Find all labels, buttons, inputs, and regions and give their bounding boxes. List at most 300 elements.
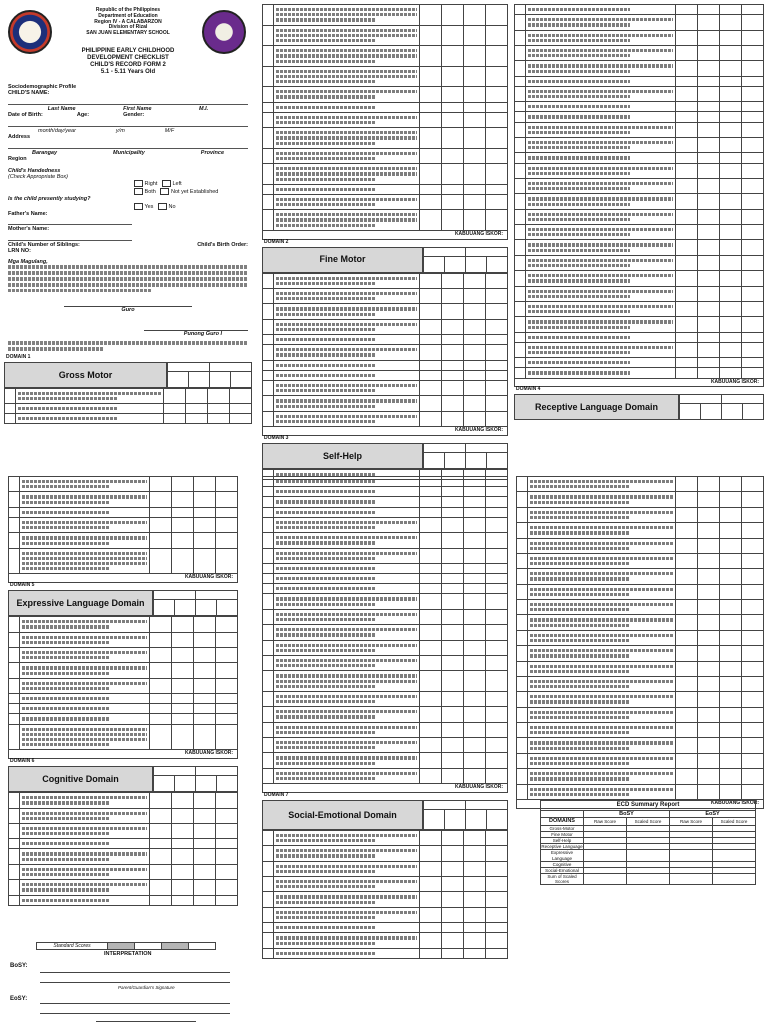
evaluation-cell[interactable] — [442, 497, 464, 507]
evaluation-cell[interactable] — [216, 678, 238, 693]
evaluation-cell[interactable] — [172, 849, 194, 864]
evaluation-cell[interactable] — [172, 704, 194, 714]
evaluation-cell[interactable] — [720, 122, 742, 137]
evaluation-cell[interactable] — [698, 477, 720, 492]
summary-score-cell[interactable] — [713, 874, 756, 885]
left-checkbox[interactable] — [162, 180, 171, 187]
evaluation-cell[interactable] — [150, 839, 172, 849]
evaluation-cell[interactable] — [720, 368, 742, 378]
evaluation-cell[interactable] — [486, 210, 508, 231]
evaluation-cell[interactable] — [464, 396, 486, 411]
evaluation-cell[interactable] — [676, 138, 698, 153]
evaluation-cell[interactable] — [486, 625, 508, 640]
evaluation-cell[interactable] — [442, 25, 464, 46]
evaluation-cell[interactable] — [420, 112, 442, 127]
evaluation-cell[interactable] — [442, 691, 464, 706]
evaluation-cell[interactable] — [486, 533, 508, 548]
evaluation-cell[interactable] — [420, 594, 442, 609]
evaluation-cell[interactable] — [194, 694, 216, 704]
evaluation-cell[interactable] — [420, 381, 442, 396]
evaluation-cell[interactable] — [464, 609, 486, 624]
evaluation-cell[interactable] — [698, 692, 720, 707]
evaluation-cell[interactable] — [172, 880, 194, 895]
evaluation-cell[interactable] — [442, 411, 464, 426]
evaluation-cell[interactable] — [442, 66, 464, 87]
evaluation-cell[interactable] — [698, 86, 720, 101]
evaluation-cell[interactable] — [698, 194, 720, 209]
evaluation-cell[interactable] — [464, 548, 486, 563]
evaluation-cell[interactable] — [720, 86, 742, 101]
evaluation-cell[interactable] — [742, 286, 764, 301]
evaluation-cell[interactable] — [420, 345, 442, 360]
evaluation-cell[interactable] — [698, 492, 720, 507]
evaluation-cell[interactable] — [676, 707, 698, 722]
evaluation-cell[interactable] — [194, 808, 216, 823]
evaluation-cell[interactable] — [742, 553, 764, 568]
evaluation-cell[interactable] — [486, 184, 508, 194]
evaluation-cell[interactable] — [420, 691, 442, 706]
evaluation-cell[interactable] — [742, 692, 764, 707]
evaluation-cell[interactable] — [698, 5, 720, 15]
evaluation-cell[interactable] — [216, 507, 238, 517]
evaluation-cell[interactable] — [464, 671, 486, 692]
evaluation-cell[interactable] — [720, 163, 742, 178]
evaluation-cell[interactable] — [698, 301, 720, 316]
evaluation-cell[interactable] — [698, 569, 720, 584]
evaluation-cell[interactable] — [464, 87, 486, 102]
evaluation-cell[interactable] — [742, 615, 764, 630]
evaluation-cell[interactable] — [486, 655, 508, 670]
evaluation-cell[interactable] — [194, 632, 216, 647]
evaluation-cell[interactable] — [676, 368, 698, 378]
evaluation-cell[interactable] — [676, 477, 698, 492]
evaluation-cell[interactable] — [742, 225, 764, 240]
evaluation-cell[interactable] — [442, 396, 464, 411]
evaluation-cell[interactable] — [150, 724, 172, 750]
evaluation-cell[interactable] — [486, 102, 508, 112]
evaluation-cell[interactable] — [698, 600, 720, 615]
evaluation-cell[interactable] — [420, 640, 442, 655]
evaluation-cell[interactable] — [676, 523, 698, 538]
evaluation-cell[interactable] — [442, 707, 464, 722]
evaluation-cell[interactable] — [420, 210, 442, 231]
evaluation-cell[interactable] — [442, 594, 464, 609]
summary-score-cell[interactable] — [584, 850, 627, 861]
evaluation-cell[interactable] — [720, 784, 742, 799]
evaluation-cell[interactable] — [150, 793, 172, 808]
evaluation-cell[interactable] — [420, 46, 442, 67]
evaluation-cell[interactable] — [698, 271, 720, 286]
evaluation-cell[interactable] — [676, 630, 698, 645]
evaluation-cell[interactable] — [742, 30, 764, 45]
evaluation-cell[interactable] — [698, 769, 720, 784]
evaluation-cell[interactable] — [420, 487, 442, 497]
evaluation-cell[interactable] — [150, 704, 172, 714]
evaluation-cell[interactable] — [486, 112, 508, 127]
evaluation-cell[interactable] — [486, 273, 508, 288]
evaluation-cell[interactable] — [150, 808, 172, 823]
evaluation-cell[interactable] — [486, 517, 508, 532]
evaluation-cell[interactable] — [442, 210, 464, 231]
evaluation-cell[interactable] — [676, 255, 698, 270]
evaluation-cell[interactable] — [216, 724, 238, 750]
evaluation-cell[interactable] — [720, 15, 742, 30]
evaluation-cell[interactable] — [442, 112, 464, 127]
evaluation-cell[interactable] — [420, 102, 442, 112]
evaluation-cell[interactable] — [464, 655, 486, 670]
evaluation-cell[interactable] — [676, 45, 698, 60]
evaluation-cell[interactable] — [420, 722, 442, 737]
evaluation-cell[interactable] — [742, 317, 764, 332]
evaluation-cell[interactable] — [742, 753, 764, 768]
evaluation-cell[interactable] — [720, 769, 742, 784]
evaluation-cell[interactable] — [420, 128, 442, 149]
evaluation-cell[interactable] — [464, 345, 486, 360]
evaluation-cell[interactable] — [698, 538, 720, 553]
evaluation-cell[interactable] — [698, 358, 720, 368]
evaluation-cell[interactable] — [720, 286, 742, 301]
evaluation-cell[interactable] — [420, 830, 442, 845]
evaluation-cell[interactable] — [464, 164, 486, 185]
evaluation-cell[interactable] — [720, 30, 742, 45]
evaluation-cell[interactable] — [464, 707, 486, 722]
evaluation-cell[interactable] — [172, 663, 194, 678]
evaluation-cell[interactable] — [720, 600, 742, 615]
evaluation-cell[interactable] — [676, 5, 698, 15]
evaluation-cell[interactable] — [216, 632, 238, 647]
evaluation-cell[interactable] — [720, 61, 742, 76]
evaluation-cell[interactable] — [720, 492, 742, 507]
summary-score-cell[interactable] — [584, 874, 627, 885]
evaluation-cell[interactable] — [486, 861, 508, 876]
evaluation-cell[interactable] — [698, 738, 720, 753]
evaluation-cell[interactable] — [194, 880, 216, 895]
evaluation-cell[interactable] — [698, 676, 720, 691]
evaluation-cell[interactable] — [676, 332, 698, 342]
evaluation-cell[interactable] — [464, 335, 486, 345]
evaluation-cell[interactable] — [742, 255, 764, 270]
evaluation-cell[interactable] — [442, 148, 464, 163]
evaluation-cell[interactable] — [420, 625, 442, 640]
evaluation-cell[interactable] — [442, 5, 464, 26]
evaluation-cell[interactable] — [486, 345, 508, 360]
evaluation-cell[interactable] — [420, 477, 442, 487]
evaluation-cell[interactable] — [676, 317, 698, 332]
address-field[interactable] — [8, 141, 248, 149]
evaluation-cell[interactable] — [150, 477, 172, 492]
evaluation-cell[interactable] — [742, 194, 764, 209]
evaluation-cell[interactable] — [216, 849, 238, 864]
evaluation-cell[interactable] — [442, 892, 464, 907]
evaluation-cell[interactable] — [194, 895, 216, 905]
evaluation-cell[interactable] — [420, 517, 442, 532]
evaluation-cell[interactable] — [698, 342, 720, 357]
evaluation-cell[interactable] — [486, 411, 508, 426]
evaluation-cell[interactable] — [420, 497, 442, 507]
evaluation-cell[interactable] — [676, 753, 698, 768]
evaluation-cell[interactable] — [420, 655, 442, 670]
evaluation-cell[interactable] — [742, 630, 764, 645]
evaluation-cell[interactable] — [698, 153, 720, 163]
evaluation-cell[interactable] — [742, 738, 764, 753]
evaluation-cell[interactable] — [486, 487, 508, 497]
evaluation-cell[interactable] — [420, 411, 442, 426]
evaluation-cell[interactable] — [676, 15, 698, 30]
evaluation-cell[interactable] — [442, 655, 464, 670]
evaluation-cell[interactable] — [172, 793, 194, 808]
evaluation-cell[interactable] — [720, 507, 742, 522]
evaluation-cell[interactable] — [464, 210, 486, 231]
evaluation-cell[interactable] — [720, 255, 742, 270]
evaluation-cell[interactable] — [698, 30, 720, 45]
evaluation-cell[interactable] — [420, 396, 442, 411]
evaluation-cell[interactable] — [442, 360, 464, 370]
evaluation-cell[interactable] — [150, 849, 172, 864]
evaluation-cell[interactable] — [420, 707, 442, 722]
evaluation-cell[interactable] — [216, 548, 238, 574]
evaluation-cell[interactable] — [698, 163, 720, 178]
evaluation-cell[interactable] — [420, 574, 442, 584]
evaluation-cell[interactable] — [420, 753, 442, 768]
evaluation-cell[interactable] — [676, 342, 698, 357]
evaluation-cell[interactable] — [720, 45, 742, 60]
evaluation-cell[interactable] — [420, 87, 442, 102]
evaluation-cell[interactable] — [216, 617, 238, 632]
evaluation-cell[interactable] — [172, 617, 194, 632]
evaluation-cell[interactable] — [464, 487, 486, 497]
evaluation-cell[interactable] — [442, 830, 464, 845]
evaluation-cell[interactable] — [464, 148, 486, 163]
evaluation-cell[interactable] — [464, 738, 486, 753]
evaluation-cell[interactable] — [676, 163, 698, 178]
evaluation-cell[interactable] — [486, 691, 508, 706]
evaluation-cell[interactable] — [420, 846, 442, 861]
evaluation-cell[interactable] — [720, 738, 742, 753]
evaluation-cell[interactable] — [698, 661, 720, 676]
evaluation-cell[interactable] — [464, 46, 486, 67]
evaluation-cell[interactable] — [742, 368, 764, 378]
evaluation-cell[interactable] — [194, 477, 216, 492]
evaluation-cell[interactable] — [486, 707, 508, 722]
evaluation-cell[interactable] — [194, 548, 216, 574]
evaluation-cell[interactable] — [420, 533, 442, 548]
evaluation-cell[interactable] — [698, 753, 720, 768]
evaluation-cell[interactable] — [150, 663, 172, 678]
evaluation-cell[interactable] — [742, 15, 764, 30]
evaluation-cell[interactable] — [194, 714, 216, 724]
guro-signature-line[interactable] — [64, 300, 192, 307]
evaluation-cell[interactable] — [742, 661, 764, 676]
no-checkbox[interactable] — [158, 203, 167, 210]
evaluation-cell[interactable] — [486, 584, 508, 594]
evaluation-cell[interactable] — [698, 225, 720, 240]
evaluation-cell[interactable] — [742, 769, 764, 784]
evaluation-cell[interactable] — [720, 317, 742, 332]
evaluation-cell[interactable] — [464, 273, 486, 288]
evaluation-cell[interactable] — [216, 808, 238, 823]
evaluation-cell[interactable] — [464, 288, 486, 303]
evaluation-cell[interactable] — [464, 319, 486, 334]
evaluation-cell[interactable] — [698, 630, 720, 645]
evaluation-cell[interactable] — [486, 25, 508, 46]
evaluation-cell[interactable] — [742, 5, 764, 15]
evaluation-cell[interactable] — [720, 76, 742, 86]
right-checkbox[interactable] — [134, 180, 143, 187]
evaluation-cell[interactable] — [742, 584, 764, 599]
evaluation-cell[interactable] — [442, 273, 464, 288]
evaluation-cell[interactable] — [216, 895, 238, 905]
evaluation-cell[interactable] — [194, 663, 216, 678]
evaluation-cell[interactable] — [720, 112, 742, 122]
evaluation-cell[interactable] — [742, 76, 764, 86]
evaluation-cell[interactable] — [172, 808, 194, 823]
evaluation-cell[interactable] — [698, 45, 720, 60]
evaluation-cell[interactable] — [464, 533, 486, 548]
evaluation-cell[interactable] — [720, 153, 742, 163]
evaluation-cell[interactable] — [676, 553, 698, 568]
evaluation-cell[interactable] — [676, 492, 698, 507]
fathers-name-field[interactable] — [8, 217, 132, 225]
evaluation-cell[interactable] — [150, 507, 172, 517]
evaluation-cell[interactable] — [442, 722, 464, 737]
evaluation-cell[interactable] — [676, 661, 698, 676]
evaluation-cell[interactable] — [442, 640, 464, 655]
evaluation-cell[interactable] — [720, 707, 742, 722]
evaluation-cell[interactable] — [442, 625, 464, 640]
evaluation-cell[interactable] — [194, 492, 216, 507]
evaluation-cell[interactable] — [194, 839, 216, 849]
evaluation-cell[interactable] — [720, 477, 742, 492]
evaluation-cell[interactable] — [698, 523, 720, 538]
evaluation-cell[interactable] — [464, 753, 486, 768]
evaluation-cell[interactable] — [676, 358, 698, 368]
evaluation-cell[interactable] — [698, 122, 720, 137]
evaluation-cell[interactable] — [464, 640, 486, 655]
evaluation-cell[interactable] — [150, 895, 172, 905]
evaluation-cell[interactable] — [486, 477, 508, 487]
evaluation-cell[interactable] — [698, 15, 720, 30]
evaluation-cell[interactable] — [464, 497, 486, 507]
evaluation-cell[interactable] — [720, 615, 742, 630]
evaluation-cell[interactable] — [216, 663, 238, 678]
evaluation-cell[interactable] — [676, 738, 698, 753]
evaluation-cell[interactable] — [420, 671, 442, 692]
evaluation-cell[interactable] — [676, 76, 698, 86]
evaluation-cell[interactable] — [420, 948, 442, 958]
evaluation-cell[interactable] — [742, 646, 764, 661]
evaluation-cell[interactable] — [742, 112, 764, 122]
evaluation-cell[interactable] — [742, 342, 764, 357]
evaluation-cell[interactable] — [464, 66, 486, 87]
evaluation-cell[interactable] — [172, 507, 194, 517]
evaluation-cell[interactable] — [442, 164, 464, 185]
evaluation-cell[interactable] — [486, 548, 508, 563]
evaluation-cell[interactable] — [720, 301, 742, 316]
evaluation-cell[interactable] — [698, 317, 720, 332]
evaluation-cell[interactable] — [150, 533, 172, 548]
evaluation-cell[interactable] — [420, 609, 442, 624]
evaluation-cell[interactable] — [698, 646, 720, 661]
evaluation-cell[interactable] — [420, 892, 442, 907]
evaluation-cell[interactable] — [420, 738, 442, 753]
evaluation-cell[interactable] — [676, 600, 698, 615]
evaluation-cell[interactable] — [464, 948, 486, 958]
evaluation-cell[interactable] — [742, 676, 764, 691]
evaluation-cell[interactable] — [194, 617, 216, 632]
evaluation-cell[interactable] — [676, 507, 698, 522]
evaluation-cell[interactable] — [194, 647, 216, 662]
evaluation-cell[interactable] — [676, 122, 698, 137]
evaluation-cell[interactable] — [742, 163, 764, 178]
evaluation-cell[interactable] — [676, 646, 698, 661]
evaluation-cell[interactable] — [420, 25, 442, 46]
evaluation-cell[interactable] — [172, 714, 194, 724]
evaluation-cell[interactable] — [420, 507, 442, 517]
evaluation-cell[interactable] — [486, 148, 508, 163]
summary-score-cell[interactable] — [627, 850, 670, 861]
evaluation-cell[interactable] — [464, 907, 486, 922]
evaluation-cell[interactable] — [742, 61, 764, 76]
evaluation-cell[interactable] — [676, 61, 698, 76]
evaluation-cell[interactable] — [464, 923, 486, 933]
evaluation-cell[interactable] — [742, 209, 764, 224]
evaluation-cell[interactable] — [172, 823, 194, 838]
evaluation-cell[interactable] — [742, 523, 764, 538]
evaluation-cell[interactable] — [486, 164, 508, 185]
evaluation-cell[interactable] — [742, 86, 764, 101]
evaluation-cell[interactable] — [464, 102, 486, 112]
evaluation-cell[interactable] — [676, 301, 698, 316]
evaluation-cell[interactable] — [486, 396, 508, 411]
evaluation-cell[interactable] — [464, 517, 486, 532]
evaluation-cell[interactable] — [742, 240, 764, 255]
evaluation-cell[interactable] — [486, 563, 508, 573]
evaluation-cell[interactable] — [216, 533, 238, 548]
evaluation-cell[interactable] — [676, 178, 698, 193]
evaluation-cell[interactable] — [464, 861, 486, 876]
evaluation-cell[interactable] — [420, 907, 442, 922]
evaluation-cell[interactable] — [442, 548, 464, 563]
evaluation-cell[interactable] — [464, 574, 486, 584]
evaluation-cell[interactable] — [194, 864, 216, 879]
evaluation-cell[interactable] — [698, 784, 720, 799]
evaluation-cell[interactable] — [720, 358, 742, 368]
evaluation-cell[interactable] — [172, 864, 194, 879]
evaluation-cell[interactable] — [720, 646, 742, 661]
evaluation-cell[interactable] — [172, 724, 194, 750]
evaluation-cell[interactable] — [698, 112, 720, 122]
evaluation-cell[interactable] — [420, 370, 442, 380]
evaluation-cell[interactable] — [442, 738, 464, 753]
evaluation-cell[interactable] — [720, 102, 742, 112]
evaluation-cell[interactable] — [698, 240, 720, 255]
evaluation-cell[interactable] — [216, 492, 238, 507]
evaluation-cell[interactable] — [676, 112, 698, 122]
evaluation-cell[interactable] — [194, 704, 216, 714]
evaluation-cell[interactable] — [442, 87, 464, 102]
evaluation-cell[interactable] — [742, 707, 764, 722]
evaluation-cell[interactable] — [742, 569, 764, 584]
evaluation-cell[interactable] — [172, 839, 194, 849]
evaluation-cell[interactable] — [486, 846, 508, 861]
evaluation-cell[interactable] — [698, 286, 720, 301]
evaluation-cell[interactable] — [676, 692, 698, 707]
evaluation-cell[interactable] — [698, 507, 720, 522]
evaluation-cell[interactable] — [486, 671, 508, 692]
evaluation-cell[interactable] — [742, 477, 764, 492]
evaluation-cell[interactable] — [720, 630, 742, 645]
evaluation-cell[interactable] — [676, 784, 698, 799]
